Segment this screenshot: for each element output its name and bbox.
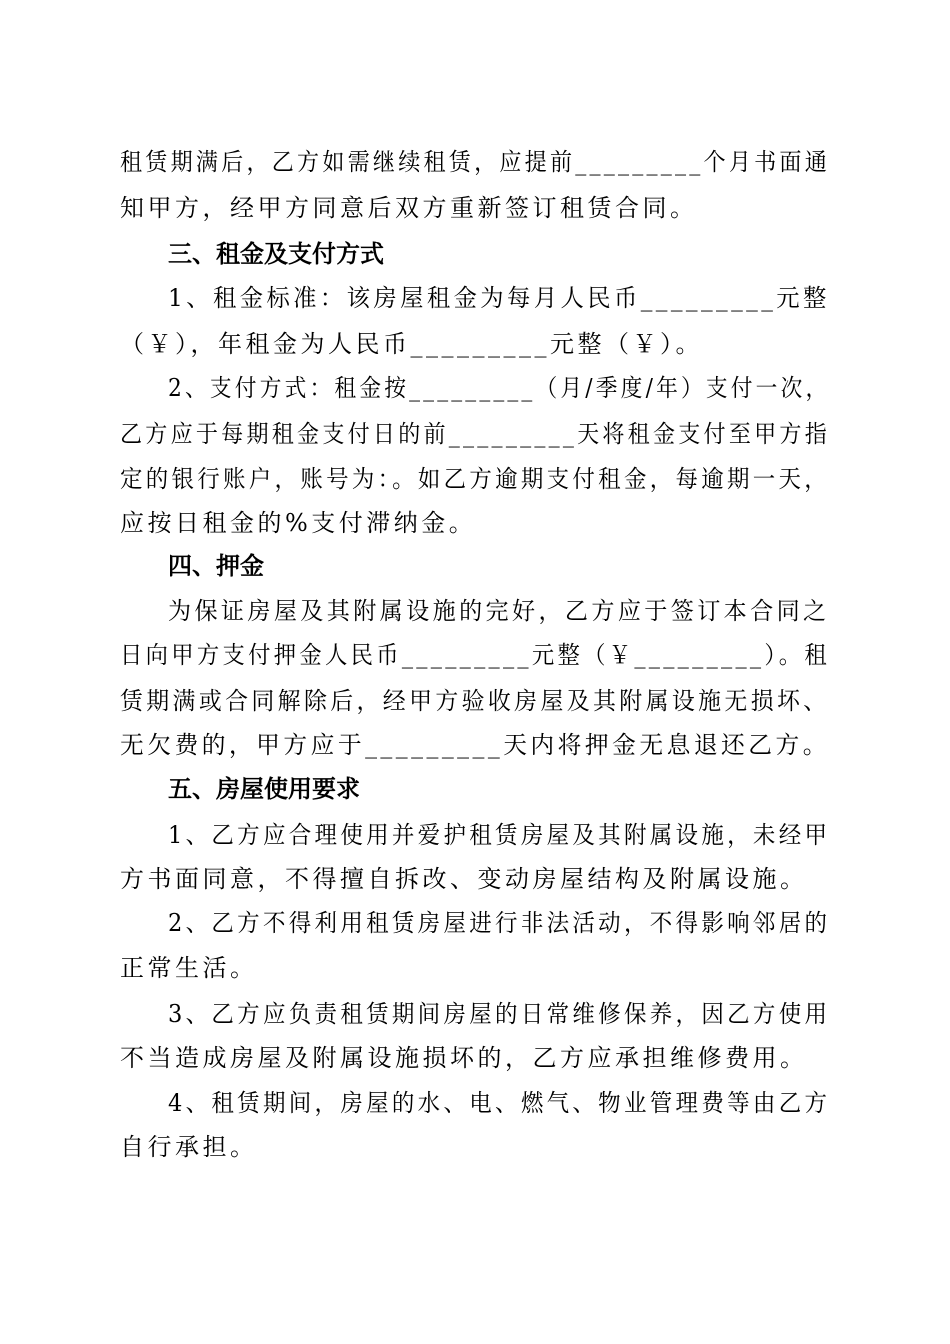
payment-method-line (0, 365, 950, 411)
text-line: 租赁期满后，乙方如需继续租赁，应提前_________个月书面通 (120, 148, 831, 176)
usage-item-line (0, 991, 950, 1037)
usage-item-line (0, 1035, 950, 1081)
rent-standard-line (0, 275, 950, 321)
text-line: 乙方应于每期租金支付日的前_________天将租金支付至甲方指 (120, 420, 831, 448)
text-line: 知甲方，经甲方同意后双方重新签订租赁合同。 (120, 194, 698, 222)
payment-method-line (0, 411, 950, 457)
text-line: 不当造成房屋及附属设施损坏的，乙方应承担维修费用。 (120, 1044, 808, 1072)
text-line: 应按日租金的%支付滞纳金。 (120, 509, 477, 537)
text-line: （￥），年租金为人民币_________元整（￥）。 (120, 330, 703, 358)
renewal-paragraph-line (0, 185, 950, 231)
usage-item-line (0, 945, 950, 991)
text-line: 1、乙方应合理使用并爱护租赁房屋及其附属设施，未经甲 (168, 821, 831, 849)
deposit-paragraph-line (0, 632, 950, 678)
text-line: 4、租赁期间，房屋的水、电、燃气、物业管理费等由乙方 (168, 1089, 831, 1117)
text-line: 2、支付方式：租金按_________（月/季度/年）支付一次， (168, 374, 831, 402)
section-heading: 五、房屋使用要求 (168, 775, 360, 803)
usage-item-line (0, 1080, 950, 1126)
text-line: 2、乙方不得利用租赁房屋进行非法活动，不得影响邻居的 (168, 909, 831, 937)
text-line: 自行承担。 (120, 1133, 258, 1161)
renewal-paragraph-line (0, 139, 950, 185)
section-heading: 四、押金 (168, 552, 264, 580)
text-line: 为保证房屋及其附属设施的完好，乙方应于签订本合同之 (168, 597, 830, 625)
payment-method-line (0, 456, 950, 502)
usage-item-line (0, 812, 950, 858)
deposit-paragraph-line (0, 588, 950, 634)
usage-item-line (0, 1124, 950, 1170)
section-heading-rent (0, 231, 950, 277)
section-heading-usage (0, 766, 950, 812)
text-line: 正常生活。 (120, 954, 258, 982)
text-line: 定的银行账户，账号为：。如乙方逾期支付租金，每逾期一天， (120, 465, 831, 493)
section-heading: 三、租金及支付方式 (168, 240, 384, 268)
deposit-paragraph-line (0, 678, 950, 724)
usage-item-line (0, 856, 950, 902)
section-heading-deposit (0, 543, 950, 589)
text-line: 方书面同意，不得擅自拆改、变动房屋结构及附属设施。 (120, 865, 808, 893)
text-line: 无欠费的，甲方应于_________天内将押金无息退还乙方。 (120, 731, 830, 759)
rent-standard-line (0, 321, 950, 367)
usage-item-line (0, 900, 950, 946)
payment-method-line (0, 500, 950, 546)
text-line: 1、租金标准：该房屋租金为每月人民币_________元整 (168, 284, 830, 312)
text-line: 日向甲方支付押金人民币_________元整（￥_________）。租 (120, 641, 831, 669)
deposit-paragraph-line (0, 722, 950, 768)
text-line: 3、乙方应负责租赁期间房屋的日常维修保养，因乙方使用 (168, 1000, 831, 1028)
text-line: 赁期满或合同解除后，经甲方验收房屋及其附属设施无损坏、 (120, 687, 830, 715)
